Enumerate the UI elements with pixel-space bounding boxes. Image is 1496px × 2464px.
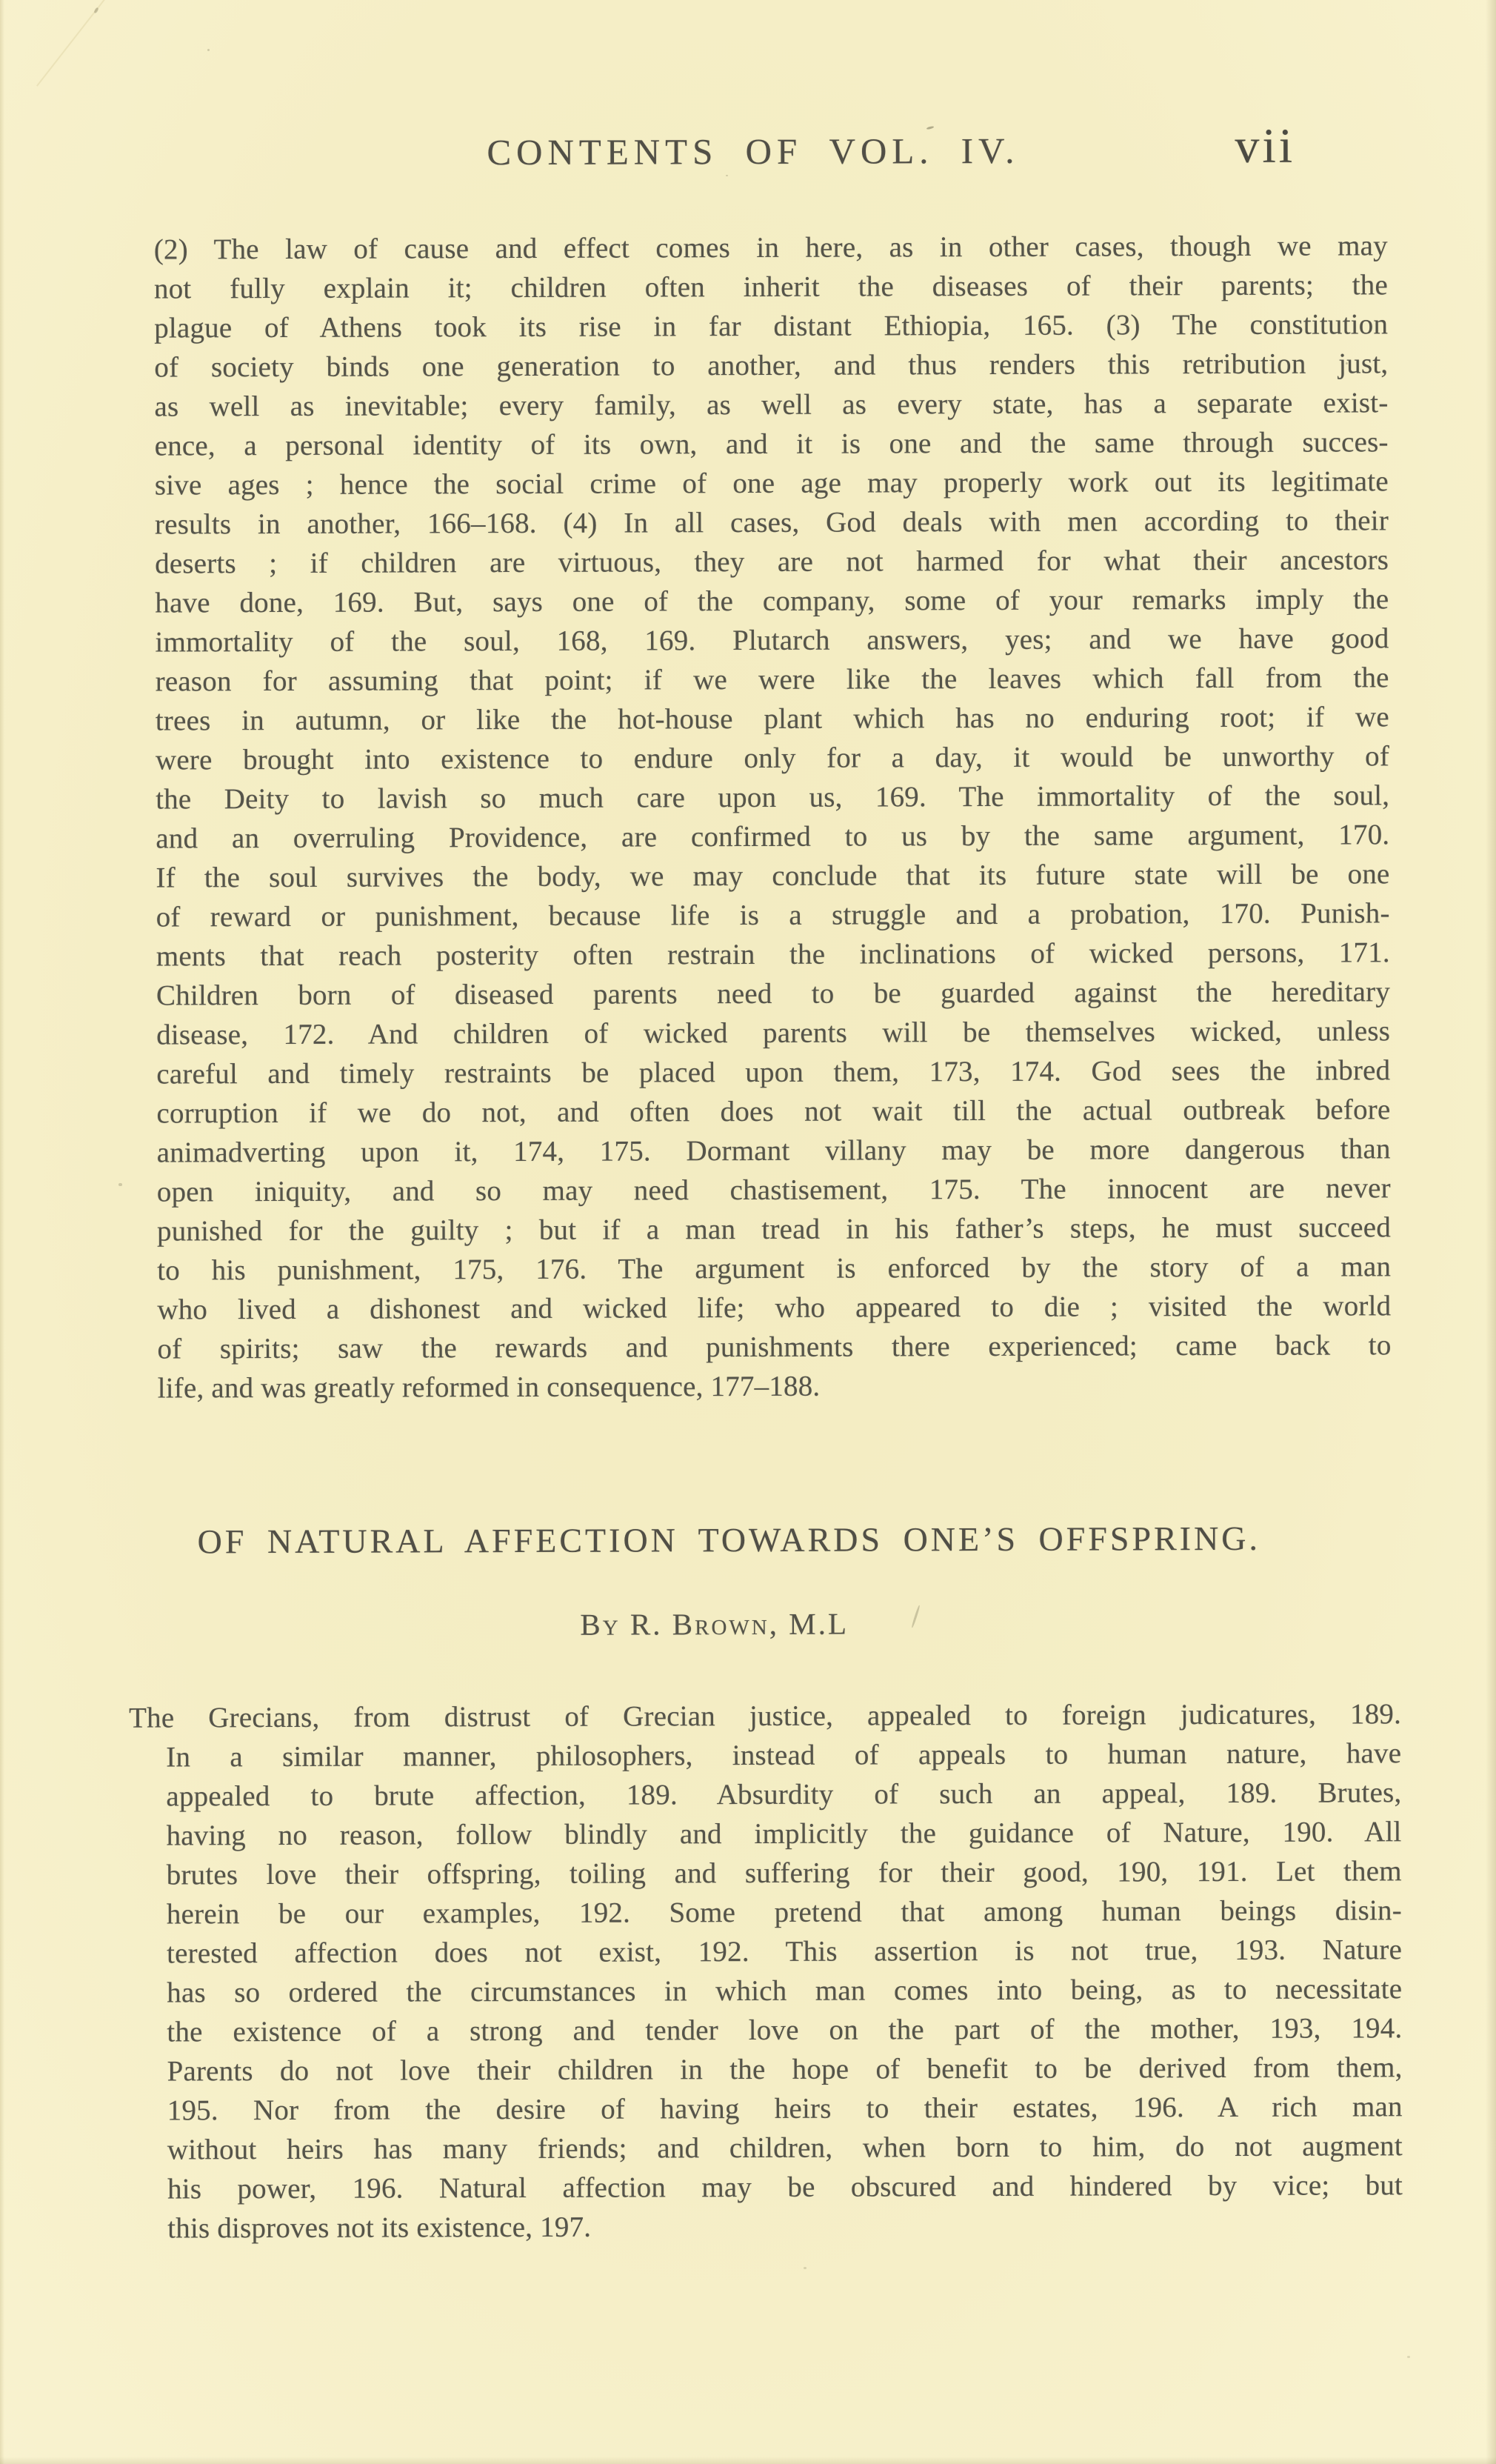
section-heading: OF NATURAL AFFECTION TOWARDS ONE’S OFFSPRING. [197, 1519, 1261, 1561]
text-line: his power, 196. Natural affection may be obscured and hindered by vice; but [167, 2169, 1403, 2205]
text-line: of spirits; saw the rewards and punishments there experienced; came back to [157, 1329, 1392, 1365]
text-line: Parents do not love their children in the hope of benefit to be derived from them, [167, 2051, 1403, 2088]
text-line: as well as inevitable; every family, as well as every state, has a separate exist- [154, 387, 1389, 423]
page-number: vii [1235, 119, 1296, 173]
text-line: open iniquity, and so may need chastisement, 175. The innocent are never [156, 1172, 1391, 1208]
text-line: If the soul survives the body, we may conclude that its future state will be one [156, 858, 1390, 894]
contents-entry-paragraph-2 [129, 1694, 1403, 2248]
text-line: sive ages ; hence the social crime of one age may properly work out its legitimate [154, 465, 1389, 502]
paper-speck [726, 175, 728, 176]
text-line: reason for assuming that point; if we were like the leaves which fall from the [155, 662, 1389, 698]
text-line: to his punishment, 175, 176. The argument is enforced by the story of a man [157, 1251, 1392, 1287]
text-line: disease, 172. And children of wicked parents will be themselves wicked, unless [156, 1015, 1391, 1051]
text-line: having no reason, follow blindly and implicitly the guidance of Nature, 190. All [166, 1816, 1402, 1852]
scan-edge-left-shading [0, 0, 4, 2464]
text-line: were brought into existence to endure only for a day, it would be unworthy of [155, 740, 1390, 776]
text-line: In a similar manner, philosophers, instead of appeals to human nature, have [166, 1737, 1402, 1774]
text-line: who lived a dishonest and wicked life; who appeared to die ; visited the world [157, 1290, 1392, 1326]
section-byline: By R. Brown, M.L [580, 1606, 849, 1642]
scan-edge-right-shading [1486, 0, 1496, 2464]
text-line: of society binds one generation to another, and thus renders this retribution just, [154, 347, 1389, 384]
running-head-title: CONTENTS OF VOL. IV. [487, 130, 1020, 173]
text-line: of reward or punishment, because life is a struggle and a probation, 170. Punish- [156, 897, 1390, 933]
text-line: animadverting upon it, 174, 175. Dormant villany may be more dangerous than [156, 1133, 1391, 1169]
text-line: herein be our examples, 192. Some pretend that among human beings disin- [166, 1894, 1402, 1931]
text-line: terested affection does not exist, 192. This assertion is not true, 193. Nature [166, 1934, 1403, 1970]
text-line: The Grecians, from distrust of Grecian justice, appealed to foreign judicatures, 189. [128, 1698, 1402, 1734]
text-line: punished for the guilty ; but if a man tread in his father’s steps, he must succeed [156, 1211, 1392, 1248]
paper-speck [385, 1833, 387, 1835]
text-line: deserts ; if children are virtuous, they are not harmed for what their ancestors [155, 544, 1389, 580]
text-line: this disproves not its existence, 197. [167, 2211, 592, 2245]
text-line: has so ordered the circumstances in which man comes into being, as to necessitate [167, 1973, 1403, 2009]
text-line: plague of Athens took its rise in far distant Ethiopia, 165. (3) The constitution [154, 308, 1389, 344]
text-line: appealed to brute affection, 189. Absurdity of such an appeal, 189. Brutes, [166, 1777, 1402, 1813]
paper-speck [118, 1183, 122, 1186]
text-line: not fully explain it; children often inherit the diseases of their parents; the [153, 269, 1389, 305]
text-line: Children born of diseased parents need to be guarded against the hereditary [156, 976, 1391, 1012]
paper-speck [207, 49, 210, 51]
paper-speck [1407, 2356, 1410, 2358]
text-line: trees in autumn, or like the hot-house plant which has no enduring root; if we [155, 701, 1389, 737]
text-line: corruption if we do not, and often does not wait till the actual outbreak before [156, 1093, 1391, 1130]
scan-edge-bottom-shading [0, 2457, 1496, 2464]
text-line: careful and timely restraints be placed upon them, 173, 174. God sees the inbred [156, 1054, 1391, 1091]
text-line: the Deity to lavish so much care upon us, 169. The immortality of the soul, [156, 779, 1390, 816]
text-line: without heirs has many friends; and children, when born to him, do not augment [167, 2130, 1403, 2166]
text-line: results in another, 166–168. (4) In all cases, God deals with men according to their [154, 505, 1389, 541]
text-line: life, and was greatly reformed in consequence, 177–188. [157, 1370, 821, 1405]
contents-entry-paragraph-1 [154, 226, 1392, 1408]
text-line: have done, 169. But, says one of the company, some of your remarks imply the [155, 583, 1389, 619]
text-line: ence, a personal identity of its own, and it is one and the same through succes- [154, 426, 1389, 462]
text-line: 195. Nor from the desire of having heirs to their estates, 196. A rich man [167, 2091, 1403, 2127]
text-line: the existence of a strong and tender love on the part of the mother, 193, 194. [167, 2012, 1403, 2048]
paper-speck [1346, 362, 1348, 364]
paper-speck [804, 2267, 807, 2269]
text-line: brutes love their offspring, toiling and suffering for their good, 190, 191. Let them [166, 1855, 1402, 1891]
text-line: immortality of the soul, 168, 169. Plutarch answers, yes; and we have good [155, 622, 1389, 659]
text-line: ments that reach posterity often restrain the inclinations of wicked persons, 171. [156, 936, 1390, 973]
text-line: (2) The law of cause and effect comes in here, as in other cases, though we may [153, 230, 1388, 266]
text-line: and an overruling Providence, are confirmed to us by the same argument, 170. [156, 819, 1390, 855]
